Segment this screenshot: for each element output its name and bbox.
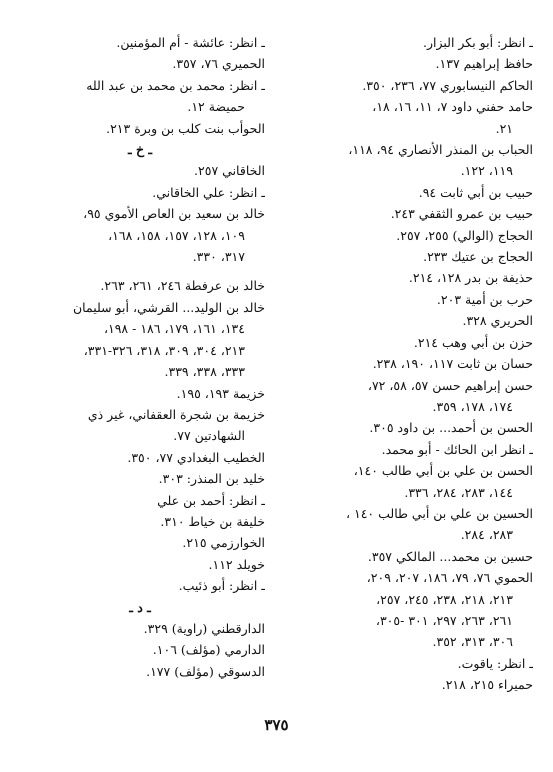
page-number: ٣٧٥ [264, 716, 289, 734]
index-entry: حذيفة بن بدر ١٢٨، ٢١٤. [408, 270, 533, 286]
index-entry: حرب بن أمية ٢٠٣. [436, 291, 533, 307]
index-entry: حبيب بن عمرو الثقفي ٢٤٣. [390, 206, 533, 222]
index-entry: حميراء ٢١٥، ٢١٨. [441, 677, 533, 693]
index-entry-continuation: ٢١٣، ٢١٨، ٢٣٨، ٢٤٥، ٢٥٧، [376, 591, 513, 607]
index-entry-continuation: ٢٨٣، ٢٨٤. [460, 527, 513, 543]
index-entry: الخطيب البغدادي ٧٧، ٣٥٠. [127, 449, 265, 465]
index-entry: الدارمي (مؤلف) ١٠٦. [152, 642, 265, 658]
index-cross-reference: ـ انظر: محمد بن محمد بن عبد الله [86, 77, 265, 93]
index-entry: خالد بن الوليد... القرشي، أبو سليمان [72, 299, 265, 315]
index-entry-continuation: ٣٣٣، ٣٣٨، ٣٣٩. [164, 364, 245, 380]
index-entry-continuation: ٢١. [495, 120, 513, 136]
index-entry: الحسن بن علي بن أبي طالب ١٤٠، [353, 463, 533, 479]
index-entry-continuation: ١٣٤، ١٦١، ١٧٩، ١٨٦ - ١٩٨، [103, 321, 245, 337]
index-entry-continuation: ١١٩، ١٢٢. [460, 163, 513, 179]
index-entry: حسين بن محمد... المالكي ٣٥٧. [367, 548, 533, 564]
index-entry: حسن إبراهيم حسن ٥٧، ٥٨، ٧٢، [367, 377, 533, 393]
index-cross-reference: ـ انظر ابن الحائك - أبو محمد. [381, 441, 533, 457]
index-entry-continuation: ١٠٩، ١٢٨، ١٥٧، ١٥٨، ١٦٨، [108, 227, 245, 243]
index-entry-continuation: الشهادتين ٧٧. [173, 428, 245, 444]
index-entry: الحميري ٧٦، ٣٥٧. [172, 56, 265, 72]
index-entry: الحسين بن علي بن أبي طالب ١٤٠ ، [345, 505, 533, 521]
index-cross-reference: ـ انظر: ياقوت. [457, 655, 533, 671]
index-cross-reference: ـ انظر: أحمد بن علي [157, 492, 265, 508]
index-entry: الحجاج (الوالي) ٢٥٥، ٢٥٧. [396, 227, 533, 243]
entry-gap [15, 267, 265, 275]
section-letter-heading: ـ خ ـ [127, 142, 153, 158]
index-cross-reference: ـ انظر: أبو بكر البزار. [423, 35, 533, 50]
index-entry: حزن بن أبي وهب ٢١٤. [413, 334, 533, 350]
index-cross-reference: ـ انظر: علي الخاقاني. [152, 184, 265, 200]
index-entry: الخاقاني ٢٥٧. [194, 163, 265, 179]
index-column-right [283, 32, 533, 696]
index-entry: حبيب بن أبي ثابت ٩٤. [418, 184, 533, 200]
index-entry-continuation: ١٤٤، ٢٨٣، ٢٨٤، ٣٣٦. [404, 484, 513, 500]
index-cross-reference: ـ انظر: أبو ذئيب. [178, 578, 265, 594]
index-entry: خزيمة بن شجرة العقفاني، غير ذي [87, 406, 265, 422]
index-entry-continuation: ٢٦١، ٢٦٣، ٢٩٧، ٣٠١ -٣٠٥، [375, 612, 513, 628]
index-entry: حامد حفني داود ٧، ١١، ١٦، ١٨، [372, 99, 533, 115]
index-entry: الحسن بن أحمد... بن داود ٣٠٥. [369, 420, 533, 436]
index-entry-continuation: ٢١٣، ٣٠٤، ٣٠٩، ٣١٨، ٣٢٦-٣٣١، [83, 342, 245, 358]
index-entry-continuation: ٣٠٦، ٣١٣، ٣٥٢. [432, 634, 513, 650]
index-entry-continuation: ٣١٧، ٣٣٠. [192, 249, 245, 265]
index-entry: خويلد ١١٢. [208, 556, 265, 572]
index-entry: الحوأب بنت كلب بن وبرة ٢١٣. [106, 120, 265, 136]
index-entry: الحموي ٧٦، ٧٩، ١٨٦، ٢٠٧، ٢٠٩، [366, 570, 533, 586]
index-entry: خليفة بن خياط ٣١٠. [160, 513, 265, 529]
index-entry: الدسوقي (مؤلف) ١٧٧. [146, 663, 265, 679]
index-entry: خالد بن سعيد بن العاص الأموي ٩٥، [83, 206, 265, 222]
index-cross-reference: ـ انظر: عائشة - أم المؤمنين. [116, 35, 265, 50]
index-entry: الحباب بن المنذر الأنصاري ٩٤، ١١٨، [348, 142, 533, 158]
index-entry: حافظ إبراهيم ١٣٧. [435, 56, 533, 72]
index-entry: خزيمة ١٩٣، ١٩٥. [176, 385, 265, 401]
index-entry: الحاكم النيسابوري ٧٧، ٢٣٦، ٣٥٠. [362, 77, 533, 93]
index-entry: خليد بن المنذر: ٣٠٣. [158, 471, 265, 487]
index-entry: الدارقطني (راوية) ٣٢٩. [143, 620, 265, 636]
index-entry-continuation: حميضة ١٢. [187, 99, 245, 115]
index-entry: الخوارزمي ٢١٥. [182, 535, 265, 551]
index-entry-continuation: ١٧٤، ١٧٨، ٣٥٩. [432, 398, 513, 414]
index-entry: حسان بن ثابت ١١٧، ١٩٠، ٢٣٨. [372, 356, 533, 372]
index-entry: خالد بن عرفطة ٢٤٦، ٢٦١، ٢٦٣. [100, 278, 265, 294]
section-letter-heading: ـ د ـ [129, 599, 151, 615]
index-entry: الحريري ٣٢٨. [462, 313, 533, 329]
index-entry: الحجاج بن عتيك ٢٣٣. [423, 249, 533, 265]
index-column-left [15, 32, 265, 682]
